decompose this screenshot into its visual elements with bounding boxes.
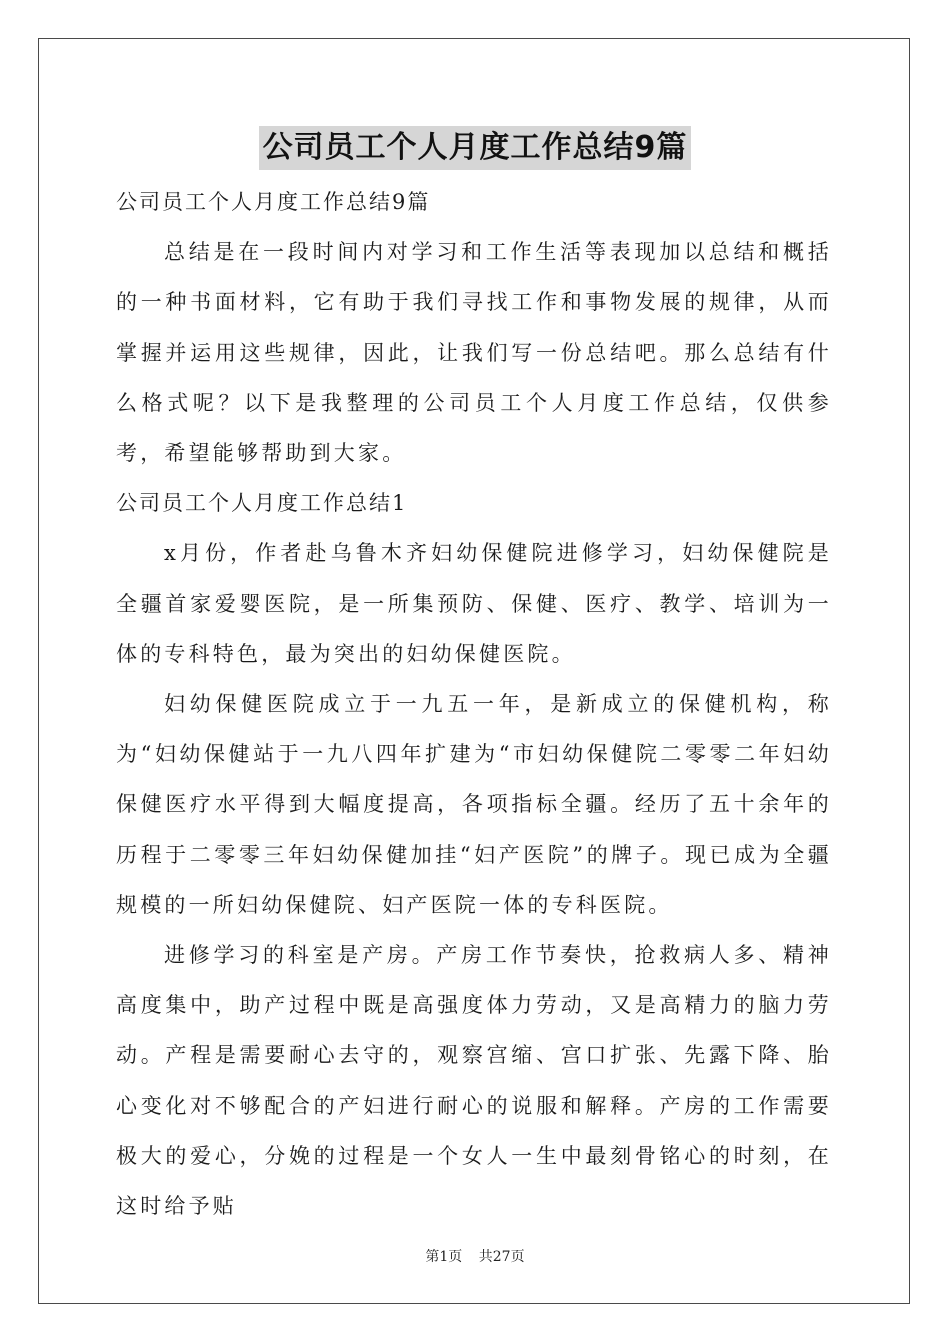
paragraph-3: 进修学习的科室是产房。产房工作节奏快，抢救病人多、精神高度集中，助产过程中既是高强度体力劳动，又是高精力的脑力劳动。产程是需要耐心去守的，观察宫缩、宫口扩张、先露下降、胎心变化对不够配合的产妇进行耐心的说服和解释。产房的工作需要极大的爱心，分娩的过程是一个女人一生中最刻骨铭心的时刻，在这时给予贴 [116, 943, 832, 1219]
document-subtitle: 公司员工个人月度工作总结9篇 [116, 190, 431, 214]
page-number-total: 共27页 [478, 1249, 525, 1265]
page-number-current: 第1页 [425, 1249, 463, 1265]
document-body [116, 177, 832, 1231]
paragraph-2: 妇幼保健医院成立于一九五一年，是新成立的保健机构，称为“妇幼保健站于一九八四年扩建为“市妇幼保健院二零零二年妇幼保健医疗水平得到大幅度提高，各项指标全疆。经历了五十余年的历程于二零零三年妇幼保健加挂“妇产医院”的牌子。现已成为全疆规模的一所妇幼保健院、妇产医院一体的专科医院。 [116, 692, 832, 917]
document-title: 公司员工个人月度工作总结9篇 [259, 126, 692, 170]
paragraph-1: x月份，作者赴乌鲁木齐妇幼保健院进修学习，妇幼保健院是全疆首家爱婴医院，是一所集预防、保健、医疗、教学、培训为一体的专科特色，最为突出的妇幼保健医院。 [116, 541, 832, 666]
title-container [0, 126, 950, 170]
page-footer [0, 1246, 950, 1266]
paragraph-intro: 总结是在一段时间内对学习和工作生活等表现加以总结和概括的一种书面材料，它有助于我们寻找工作和事物发展的规律，从而掌握并运用这些规律，因此，让我们写一份总结吧。那么总结有什么格式呢？以下是我整理的公司员工个人月度工作总结，仅供参考，希望能够帮助到大家。 [116, 240, 832, 466]
section-heading: 公司员工个人月度工作总结1 [116, 491, 408, 516]
